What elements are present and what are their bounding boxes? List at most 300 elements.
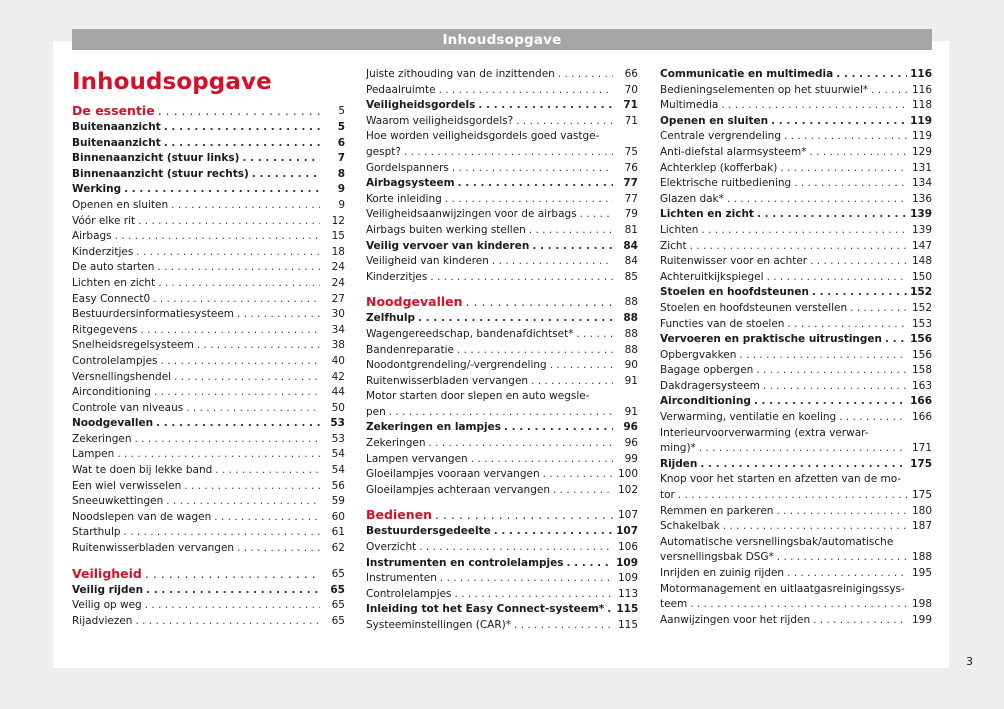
toc-entry-label: De auto starten <box>72 261 155 274</box>
toc-entry[interactable] <box>72 510 345 526</box>
dot-leader <box>757 207 907 223</box>
toc-chapter-entry[interactable] <box>660 207 932 223</box>
toc-entry-page: 88 <box>623 312 638 325</box>
toc-entry[interactable] <box>366 327 638 343</box>
toc-entry-label: Buitenaanzicht <box>72 121 161 133</box>
dot-leader <box>161 354 320 370</box>
toc-entry[interactable] <box>72 614 345 630</box>
dot-leader <box>810 145 908 161</box>
toc-entry[interactable] <box>660 441 932 457</box>
toc-entry[interactable] <box>366 436 638 452</box>
toc-entry[interactable] <box>660 566 932 582</box>
toc-entry-page: 99 <box>624 452 638 465</box>
dot-leader <box>252 167 320 183</box>
toc-chapter-entry[interactable] <box>366 98 638 114</box>
dot-leader <box>237 541 320 557</box>
toc-entry-page: 54 <box>331 464 345 477</box>
dot-leader <box>156 416 320 432</box>
toc-entry-label: Overzicht <box>366 541 417 554</box>
toc-section-heading[interactable] <box>366 293 638 311</box>
toc-entry-page: 96 <box>624 437 638 450</box>
toc-entry-label: Waarom veiligheidsgordels? <box>366 114 514 127</box>
toc-entry[interactable] <box>660 488 932 504</box>
toc-entry-label: Kinderzitjes <box>366 270 428 283</box>
toc-entry-label: Centrale vergrendeling <box>660 130 781 143</box>
dot-leader <box>419 540 613 556</box>
toc-entry[interactable] <box>366 405 638 421</box>
toc-entry-page: 163 <box>911 379 932 392</box>
toc-entry-page: 106 <box>617 541 638 554</box>
dot-leader <box>763 379 907 395</box>
toc-entry-page: 116 <box>911 83 932 96</box>
dot-leader <box>580 207 613 223</box>
toc-entry-label: Functies van de stoelen <box>660 317 785 330</box>
toc-entry-page: 65 <box>331 599 345 612</box>
toc-entry-label: Openen en sluiten <box>72 198 169 211</box>
dot-leader <box>166 494 320 510</box>
dot-leader <box>576 327 613 343</box>
toc-entry-page: 8 <box>337 167 345 180</box>
toc-entry-page: 199 <box>911 613 932 626</box>
toc-entry-page: 148 <box>911 255 932 268</box>
toc-entry[interactable] <box>366 587 638 603</box>
toc-entry[interactable] <box>366 571 638 587</box>
dot-leader <box>445 192 613 208</box>
toc-entry[interactable] <box>72 494 345 510</box>
dot-leader <box>145 565 320 583</box>
toc-entry-page: 156 <box>910 333 932 346</box>
toc-entry[interactable] <box>366 207 638 223</box>
toc-entry-label: Controlelampjes <box>72 354 158 367</box>
dot-leader <box>135 432 321 448</box>
toc-entry[interactable] <box>72 292 345 308</box>
dot-leader <box>214 510 320 526</box>
toc-entry-label: Zekeringen <box>366 437 426 450</box>
toc-entry-page: 153 <box>911 317 932 330</box>
toc-chapter-entry[interactable] <box>366 420 638 436</box>
dot-leader <box>784 129 907 145</box>
toc-entry[interactable] <box>72 598 345 614</box>
toc-entry[interactable] <box>660 98 932 114</box>
toc-entry[interactable] <box>660 379 932 395</box>
dot-leader <box>839 410 907 426</box>
dot-leader <box>158 102 320 120</box>
toc-entry-label: Juiste zithouding van de inzittenden <box>366 68 555 80</box>
toc-chapter-entry[interactable] <box>660 332 932 348</box>
toc-entry[interactable] <box>660 239 932 255</box>
toc-chapter-entry[interactable] <box>660 114 932 130</box>
toc-entry[interactable] <box>660 317 932 333</box>
toc-entry-label: Een wiel verwisselen <box>72 479 182 492</box>
dot-leader <box>439 83 613 99</box>
toc-entry[interactable] <box>660 129 932 145</box>
toc-chapter-entry[interactable] <box>72 182 345 198</box>
dot-leader <box>550 358 613 374</box>
toc-entry-page: 5 <box>338 105 345 117</box>
toc-entry[interactable] <box>660 410 932 426</box>
toc-entry-label: Noodslepen van de wagen <box>72 510 212 523</box>
dot-leader <box>154 385 320 401</box>
dot-leader <box>184 479 320 495</box>
toc-chapter-entry[interactable] <box>660 285 932 301</box>
toc-entry-page: 119 <box>911 130 932 143</box>
toc-entry-page: 115 <box>617 619 638 631</box>
toc-entry[interactable] <box>366 192 638 208</box>
toc-entry[interactable] <box>366 343 638 359</box>
dot-leader <box>440 571 613 587</box>
toc-entry-page: 65 <box>331 567 345 580</box>
toc-entry-wrapped-line: Interieurvoorverwarming (extra verwar- <box>660 426 869 439</box>
toc-entry-page: 24 <box>331 261 345 274</box>
dot-leader <box>135 614 320 630</box>
toc-entry-page: 88 <box>624 296 638 309</box>
toc-entry-page: 9 <box>337 183 345 196</box>
toc-entry-label: teem <box>660 598 688 611</box>
toc-entry[interactable] <box>660 83 932 99</box>
toc-entry-page: 139 <box>910 208 932 221</box>
dot-leader <box>756 363 907 379</box>
toc-entry[interactable] <box>660 613 932 629</box>
toc-chapter-entry[interactable] <box>72 151 345 167</box>
toc-section-heading[interactable] <box>72 102 345 120</box>
toc-entry[interactable] <box>660 519 932 535</box>
toc-entry[interactable] <box>366 83 638 99</box>
toc-entry-page: 158 <box>911 364 932 377</box>
toc-entry-page: 65 <box>331 614 345 627</box>
toc-entry[interactable] <box>72 447 345 463</box>
toc-entry-label: Zekeringen en lampjes <box>366 421 501 434</box>
dot-leader <box>457 343 613 359</box>
toc-entry[interactable] <box>72 198 345 214</box>
toc-entry-label: Multimedia <box>660 99 719 112</box>
toc-entry[interactable] <box>366 467 638 483</box>
toc-entry[interactable] <box>660 176 932 192</box>
toc-chapter-entry[interactable] <box>660 67 932 83</box>
toc-entry-label: Schakelbak <box>660 520 720 533</box>
toc-entry[interactable] <box>72 323 345 339</box>
toc-entry-label: Starthulp <box>72 526 121 539</box>
dot-leader <box>164 120 320 136</box>
toc-column-1 <box>72 67 345 629</box>
toc-entry-label: Bedienen <box>366 507 432 523</box>
toc-entry[interactable] <box>660 301 932 317</box>
toc-entry-page: 90 <box>624 359 638 372</box>
toc-entry-page: 91 <box>624 374 638 387</box>
dot-leader <box>452 161 613 177</box>
toc-entry[interactable] <box>660 550 932 566</box>
toc-entry-page: 42 <box>331 370 345 383</box>
toc-entry-page: 65 <box>330 583 345 596</box>
toc-entry-label: Remmen en parkeren <box>660 504 774 517</box>
toc-entry-wrapped-line: Hoe worden veiligheidsgordels goed vastge- <box>366 130 600 143</box>
toc-entry-label: Gloeilampjes vooraan vervangen <box>366 468 540 481</box>
toc-chapter-entry[interactable] <box>72 167 345 183</box>
toc-entry-page: 5 <box>337 121 345 133</box>
toc-entry-label: Zelfhulp <box>366 312 415 325</box>
toc-entry-page: 34 <box>331 323 345 336</box>
toc-entry[interactable] <box>72 479 345 495</box>
toc-entry-label: ming)* <box>660 442 696 455</box>
dot-leader <box>810 254 907 270</box>
toc-entry[interactable] <box>72 245 345 261</box>
toc-entry-page: 195 <box>911 567 932 579</box>
toc-chapter-entry[interactable] <box>72 120 345 136</box>
toc-entry-page: 27 <box>331 292 345 305</box>
toc-entry[interactable] <box>660 223 932 239</box>
toc-entry[interactable] <box>72 260 345 276</box>
toc-entry-page: 77 <box>624 192 638 205</box>
toc-entry-label: Veilig rijden <box>72 583 144 596</box>
toc-entry[interactable] <box>72 307 345 323</box>
toc-entry-label: Aanwijzingen voor het rijden <box>660 613 811 626</box>
toc-entry-label: Veilig vervoer van kinderen <box>366 239 530 252</box>
toc-chapter-entry[interactable] <box>72 583 345 599</box>
toc-entry[interactable] <box>660 363 932 379</box>
toc-entry-page: 175 <box>910 457 932 470</box>
toc-entry-page: 175 <box>911 489 932 502</box>
toc-entry-page: 102 <box>617 483 638 496</box>
toc-entry-label: Airbags <box>72 230 112 243</box>
dot-leader <box>242 151 320 167</box>
toc-entry[interactable] <box>72 229 345 245</box>
dot-leader <box>567 556 613 572</box>
toc-entry-label: Easy Connect0 <box>72 292 151 305</box>
toc-entry[interactable] <box>366 223 638 239</box>
toc-entry-page: 88 <box>624 343 638 356</box>
toc-section-heading[interactable] <box>72 565 345 583</box>
toc-entry-label: Noodgevallen <box>366 294 463 310</box>
toc-entry[interactable] <box>660 348 932 364</box>
toc-entry-page: 166 <box>910 395 932 408</box>
dot-leader <box>771 114 907 130</box>
toc-entry-page: 50 <box>331 401 345 414</box>
dot-leader <box>157 260 320 276</box>
toc-entry[interactable] <box>366 358 638 374</box>
toc-entry-page: 88 <box>624 327 638 340</box>
dot-leader <box>514 618 613 634</box>
toc-chapter-entry[interactable] <box>366 176 638 192</box>
dot-leader <box>124 182 320 198</box>
toc-entry-page: 136 <box>911 192 932 205</box>
toc-chapter-entry[interactable] <box>366 524 638 540</box>
dot-leader <box>543 467 613 483</box>
toc-entry-page: 180 <box>911 504 932 517</box>
toc-entry-page: 156 <box>911 348 932 361</box>
toc-entry-page: 152 <box>910 286 932 299</box>
toc-entry[interactable] <box>72 525 345 541</box>
toc-entry-label: Rijden <box>660 457 698 470</box>
toc-entry-label: Airbags buiten werking stellen <box>366 223 526 236</box>
dot-leader <box>678 488 907 504</box>
toc-chapter-entry[interactable] <box>660 457 932 473</box>
toc-chapter-entry[interactable] <box>366 239 638 255</box>
toc-entry-label: Wat te doen bij lekke band <box>72 464 213 477</box>
toc-entry[interactable] <box>72 432 345 448</box>
toc-entry[interactable] <box>72 463 345 479</box>
dot-leader <box>690 239 907 255</box>
toc-entry[interactable] <box>366 270 638 286</box>
toc-entry-page: 139 <box>911 223 932 236</box>
dot-leader <box>471 452 613 468</box>
dot-leader <box>146 583 320 599</box>
toc-chapter-entry[interactable] <box>72 416 345 432</box>
toc-entry-page: 150 <box>911 270 932 283</box>
toc-entry-label: Communicatie en multimedia <box>660 68 834 80</box>
dot-leader <box>138 214 320 230</box>
toc-entry[interactable] <box>660 597 932 613</box>
toc-entry-label: Bagage opbergen <box>660 364 754 377</box>
toc-entry-label: Bedieningselementen op het stuurwiel* <box>660 83 869 96</box>
toc-entry[interactable] <box>72 214 345 230</box>
toc-entry-label: Stoelen en hoofdsteunen verstellen <box>660 301 848 314</box>
dot-leader <box>466 293 613 311</box>
toc-entry-page: 18 <box>331 245 345 258</box>
toc-entry-label: Bestuurdersinformatiesysteem <box>72 308 235 321</box>
dot-leader <box>455 587 613 603</box>
toc-entry[interactable] <box>366 254 638 270</box>
dot-leader <box>418 311 613 327</box>
dot-leader <box>140 323 320 339</box>
toc-entry-label: Anti-diefstal alarmsysteem* <box>660 145 807 158</box>
toc-entry-label: Gordelspanners <box>366 161 449 174</box>
dot-leader <box>531 374 613 390</box>
dot-leader <box>435 506 613 524</box>
dot-leader <box>532 239 613 255</box>
dot-leader <box>700 457 907 473</box>
dot-leader <box>124 525 320 541</box>
toc-entry-page: 44 <box>331 386 345 399</box>
toc-entry-label: Elektrische ruitbediening <box>660 177 792 190</box>
toc-entry-label: Achterklep (kofferbak) <box>660 161 778 174</box>
toc-entry-page: 71 <box>624 114 638 127</box>
toc-entry[interactable] <box>660 270 932 286</box>
toc-entry[interactable] <box>366 483 638 499</box>
toc-entry-label: Inleiding tot het Easy Connect-systeem* <box>366 603 605 616</box>
toc-chapter-entry[interactable] <box>366 602 638 618</box>
dot-leader <box>516 114 613 130</box>
dot-leader <box>494 524 613 540</box>
toc-entry-label: Instrumenten en controlelampjes <box>366 556 564 569</box>
toc-entry[interactable] <box>660 254 932 270</box>
toc-entry-label: Kinderzitjes <box>72 245 134 258</box>
dot-leader <box>767 270 907 286</box>
toc-entry-label: Korte inleiding <box>366 192 442 205</box>
toc-entry-page: 84 <box>623 239 638 252</box>
toc-entry-page: 152 <box>911 301 932 314</box>
toc-entry-page: 109 <box>617 572 638 585</box>
toc-entry-page: 107 <box>617 509 638 522</box>
dot-leader <box>186 401 320 417</box>
toc-entry[interactable] <box>72 276 345 292</box>
dot-leader <box>777 550 907 566</box>
toc-entry[interactable] <box>660 161 932 177</box>
dot-leader <box>885 332 907 348</box>
toc-entry[interactable] <box>366 114 638 130</box>
toc-entry-wrapped-line: Motormanagement en uitlaatgasreinigingssys- <box>660 582 905 595</box>
dot-leader <box>871 83 907 99</box>
toc-entry[interactable] <box>366 145 638 161</box>
toc-chapter-entry[interactable] <box>72 136 345 152</box>
toc-entry-label: Bestuurdersgedeelte <box>366 525 491 538</box>
toc-entry[interactable] <box>72 541 345 557</box>
dot-leader <box>529 223 613 239</box>
toc-entry[interactable] <box>660 145 932 161</box>
toc-entry-page: 84 <box>624 255 638 268</box>
toc-entry-label: Binnenaanzicht (stuur links) <box>72 152 240 165</box>
toc-entry-label: Ruitenwisserbladen vervangen <box>366 374 529 387</box>
toc-chapter-entry[interactable] <box>366 311 638 327</box>
dot-leader <box>850 301 907 317</box>
toc-entry-page: 188 <box>911 551 932 564</box>
toc-entry-label: Lichten en zicht <box>660 208 754 221</box>
toc-entry-label: Glazen dak* <box>660 192 724 205</box>
toc-entry-page: 81 <box>624 223 638 236</box>
dot-leader <box>153 292 320 308</box>
toc-entry[interactable] <box>660 192 932 208</box>
toc-entry-label: Buitenaanzicht <box>72 136 161 149</box>
toc-entry-page: 70 <box>624 83 638 96</box>
toc-entry-page: 131 <box>911 161 932 174</box>
toc-entry[interactable] <box>72 338 345 354</box>
toc-entry-page: 115 <box>616 603 638 616</box>
toc-entry[interactable] <box>366 161 638 177</box>
toc-entry-label: Lichten en zicht <box>72 276 156 289</box>
toc-chapter-entry[interactable] <box>660 394 932 410</box>
toc-entry-page: 109 <box>616 556 638 569</box>
toc-entry[interactable] <box>72 401 345 417</box>
toc-entry-label: Pedaalruimte <box>366 83 436 96</box>
dot-leader <box>492 254 613 270</box>
toc-entry[interactable] <box>366 452 638 468</box>
toc-entry[interactable] <box>366 618 638 634</box>
dot-leader <box>171 198 320 214</box>
toc-entry-label: Veiligheid <box>72 565 142 581</box>
toc-entry-page: 107 <box>616 525 638 538</box>
toc-entry-label: Openen en sluiten <box>660 114 769 127</box>
dot-leader <box>813 613 907 629</box>
dot-leader <box>197 338 320 354</box>
toc-section-heading[interactable] <box>366 506 638 524</box>
toc-entry-page: 30 <box>331 308 345 321</box>
toc-entry-page: 79 <box>624 208 638 221</box>
toc-entry[interactable] <box>366 540 638 556</box>
dot-leader <box>787 566 907 582</box>
toc-entry-wrapped-line: Knop voor het starten en afzetten van de mo- <box>660 473 902 486</box>
toc-entry[interactable] <box>660 504 932 520</box>
dot-leader <box>787 317 907 333</box>
toc-chapter-entry[interactable] <box>366 556 638 572</box>
toc-entry[interactable] <box>366 374 638 390</box>
toc-entry[interactable] <box>366 67 638 83</box>
toc-entry-label: Versnellingshendel <box>72 370 172 383</box>
dot-leader <box>458 176 613 192</box>
toc-entry[interactable] <box>72 354 345 370</box>
toc-entry-label: Noodgevallen <box>72 417 154 430</box>
toc-column-2 <box>366 67 638 634</box>
toc-entry-label: Opbergvakken <box>660 348 737 361</box>
toc-entry[interactable] <box>72 385 345 401</box>
toc-entry-page: 171 <box>911 442 932 455</box>
toc-entry-page: 6 <box>337 136 345 149</box>
dot-leader <box>690 597 907 613</box>
toc-entry-page: 15 <box>331 230 345 243</box>
toc-entry-page: 96 <box>623 421 638 434</box>
toc-entry[interactable] <box>72 370 345 386</box>
toc-entry-page: 76 <box>624 161 638 174</box>
dot-leader <box>478 98 613 114</box>
toc-entry-label: Ritgegevens <box>72 323 138 336</box>
toc-entry-label: Zekeringen <box>72 432 132 445</box>
